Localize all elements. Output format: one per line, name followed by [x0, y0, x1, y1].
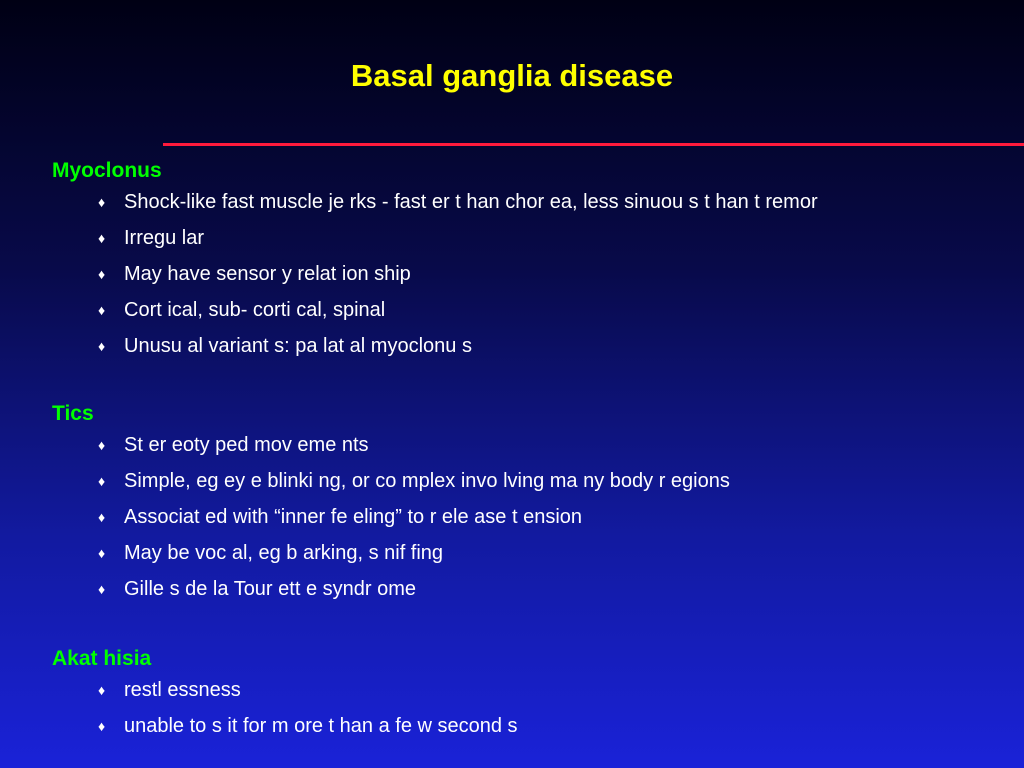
section-heading: Tics [52, 402, 94, 425]
bullet-item [52, 220, 1012, 256]
slide-title: Basal ganglia disease [350, 58, 674, 93]
bullet-text: Gille s de la Tour ett e syndr ome [124, 578, 416, 600]
diamond-bullet-icon: ♦ [98, 545, 106, 561]
bullet-text: unable to s it for m ore t han a fe w second s [124, 715, 518, 737]
bullet-item [52, 427, 1012, 463]
bullet-item [52, 328, 1012, 364]
bullet-text: Simple, eg ey e blinki ng, or co mplex invo lving ma ny body r egions [124, 470, 730, 492]
bullet-text: Associat ed with “inner fe eling” to r ele ase t ension [124, 506, 583, 528]
diamond-bullet-icon: ♦ [98, 473, 106, 489]
section-myoclonus [52, 158, 1012, 364]
bullet-list [52, 184, 1012, 364]
bullet-list [52, 427, 1012, 607]
bullet-text: May have sensor y relat ion ship [124, 263, 411, 285]
title-divider-line [163, 143, 1024, 146]
bullet-list [52, 672, 1012, 744]
bullet-item [52, 256, 1012, 292]
diamond-bullet-icon: ♦ [98, 302, 106, 318]
diamond-bullet-icon: ♦ [98, 194, 106, 210]
bullet-text: Shock-like fast muscle je rks - fast er t han chor ea, less sinuou s t han t remor [124, 191, 818, 213]
bullet-text: Cort ical, sub- corti cal, spinal [124, 299, 386, 321]
bullet-item [52, 184, 1012, 220]
bullet-item [52, 708, 1012, 744]
diamond-bullet-icon: ♦ [98, 437, 106, 453]
diamond-bullet-icon: ♦ [98, 509, 106, 525]
bullet-item [52, 535, 1012, 571]
section-tics [52, 401, 1012, 607]
diamond-bullet-icon: ♦ [98, 266, 106, 282]
section-heading: Myoclonus [52, 159, 162, 182]
bullet-text: May be voc al, eg b arking, s nif fing [124, 542, 444, 564]
bullet-text: Unusu al variant s: pa lat al myoclonu s [124, 335, 472, 357]
bullet-item [52, 292, 1012, 328]
diamond-bullet-icon: ♦ [98, 338, 106, 354]
diamond-bullet-icon: ♦ [98, 718, 106, 734]
bullet-text: Irregu lar [124, 227, 205, 249]
diamond-bullet-icon: ♦ [98, 682, 106, 698]
bullet-item [52, 463, 1012, 499]
bullet-item [52, 672, 1012, 708]
bullet-item [52, 499, 1012, 535]
bullet-item [52, 571, 1012, 607]
section-heading: Akat hisia [52, 647, 152, 670]
diamond-bullet-icon: ♦ [98, 230, 106, 246]
diamond-bullet-icon: ♦ [98, 581, 106, 597]
bullet-text: St er eoty ped mov eme nts [124, 434, 369, 456]
section-akathisia [52, 646, 1012, 744]
bullet-text: restl essness [124, 679, 241, 701]
